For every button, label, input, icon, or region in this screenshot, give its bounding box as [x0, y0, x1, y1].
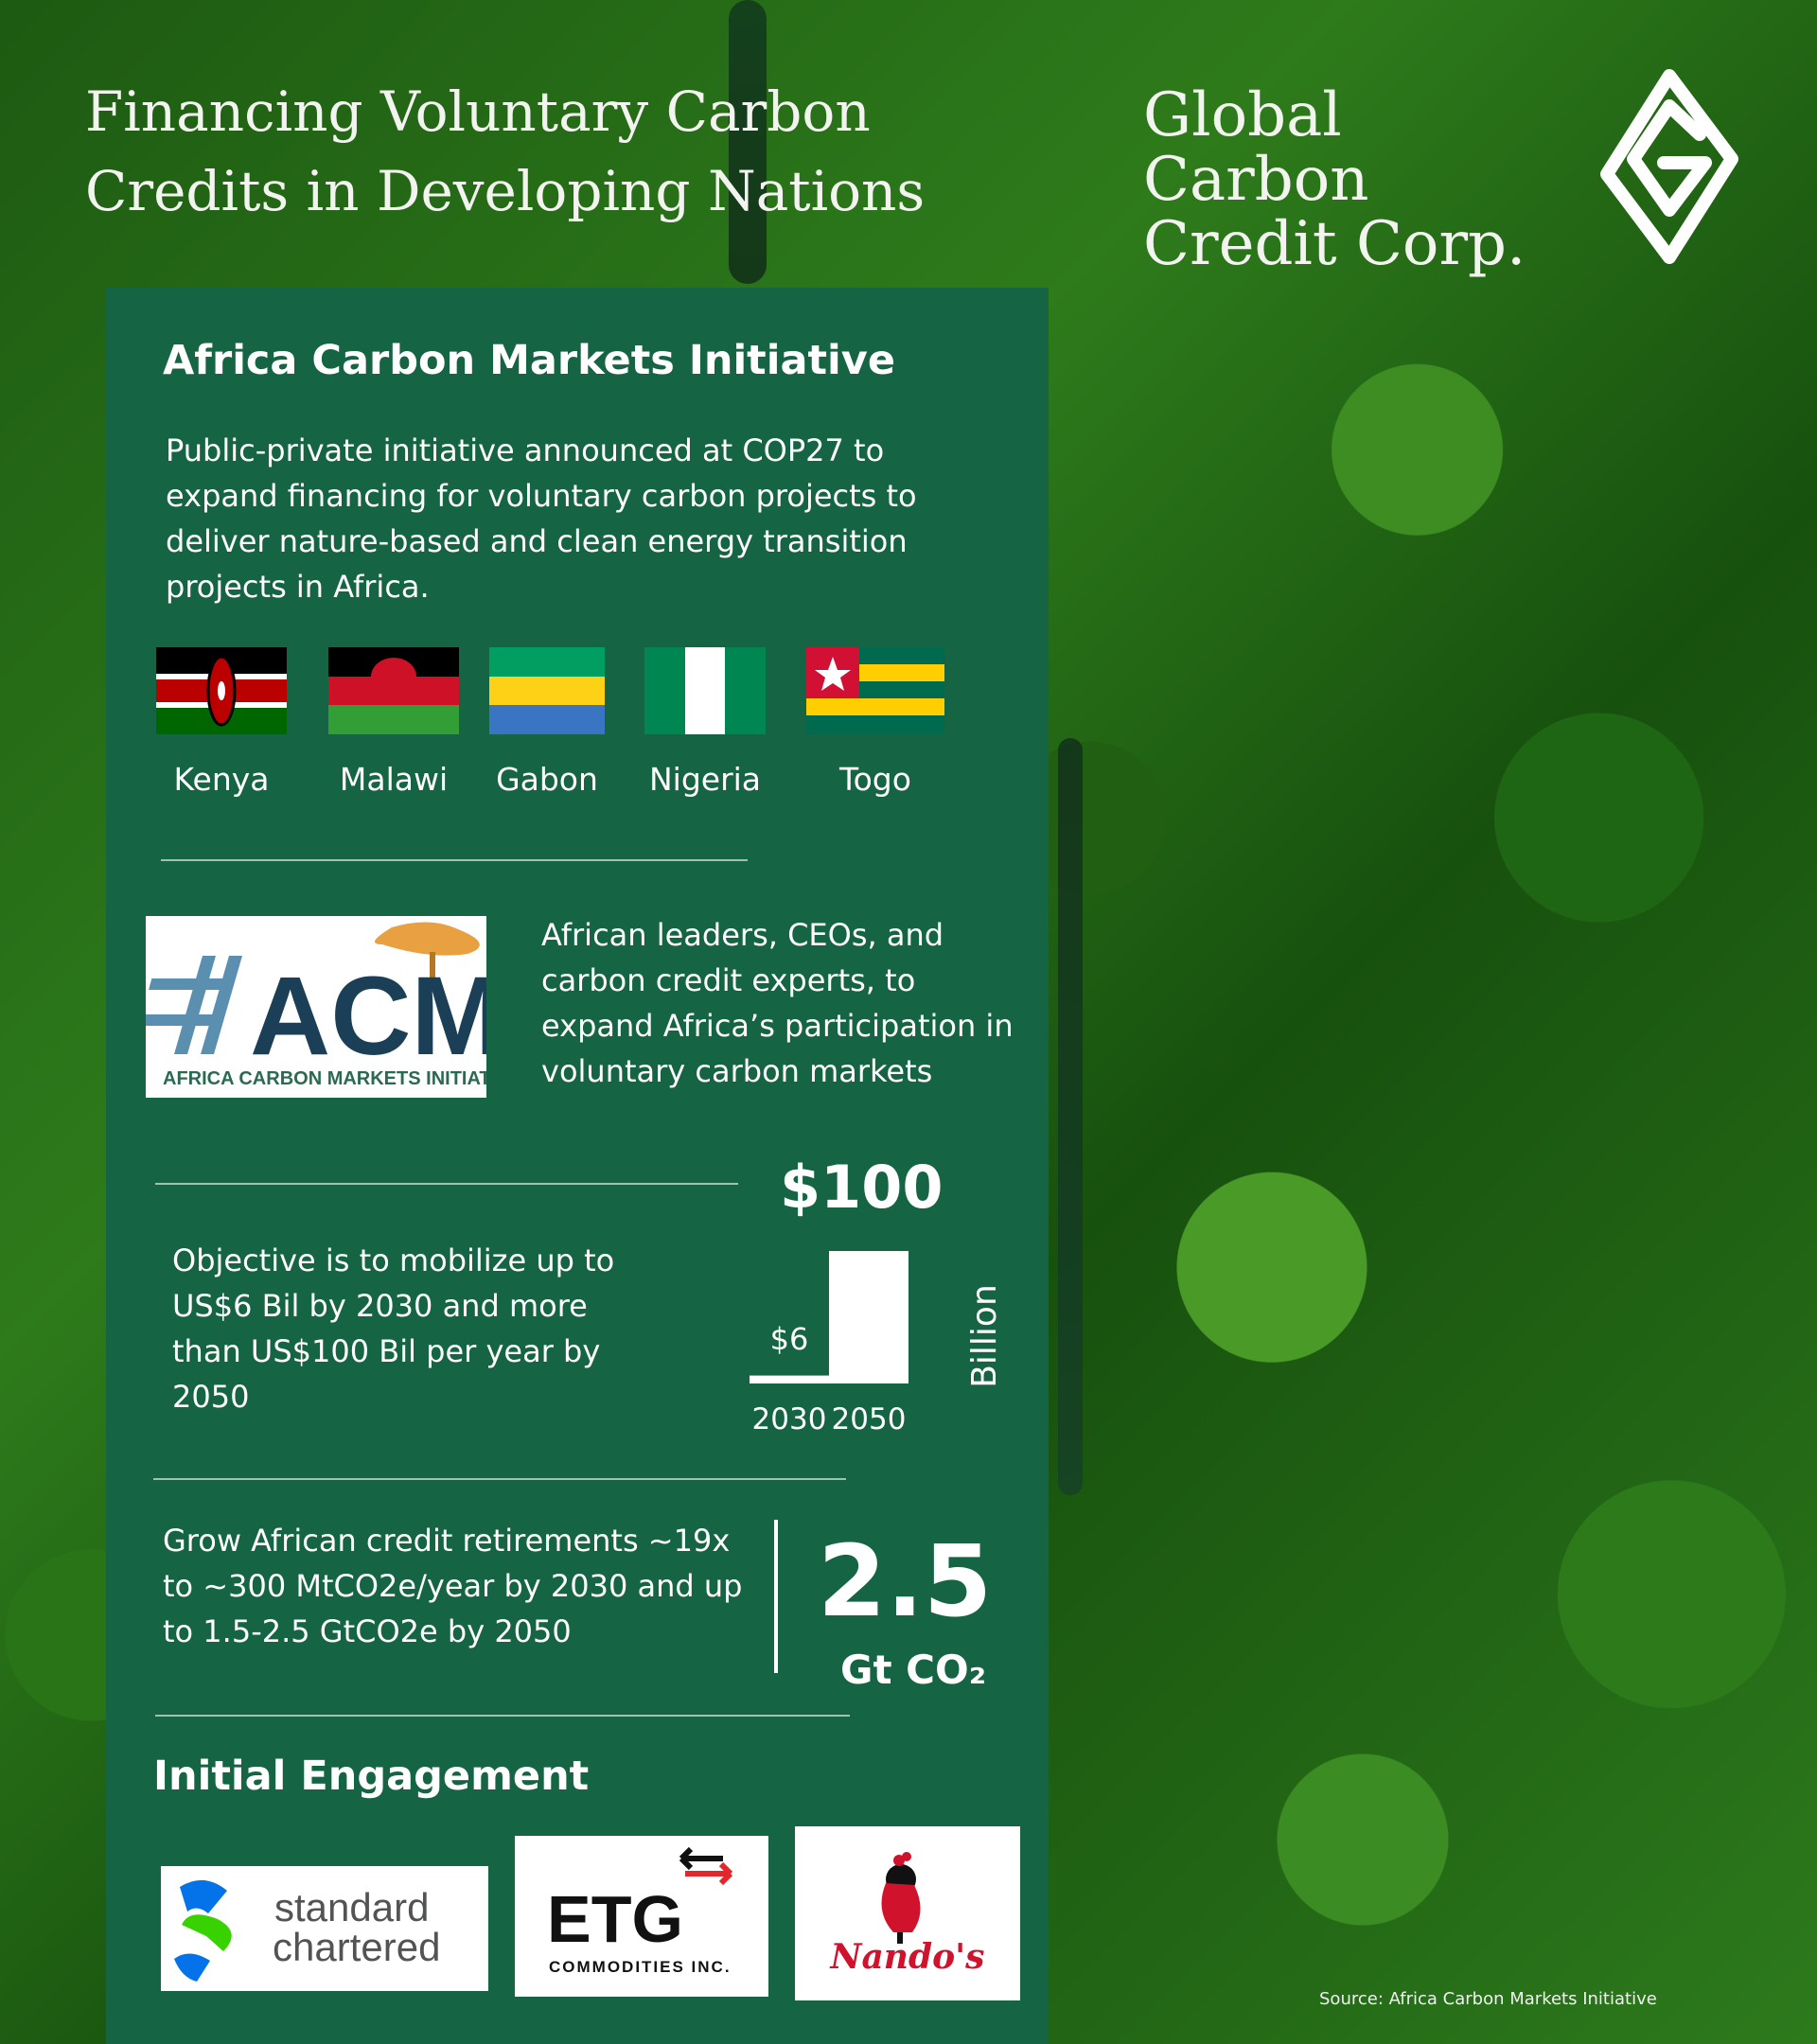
engagement-title: Initial Engagement — [153, 1753, 590, 1800]
etg-subtitle: COMMODITIES INC. — [549, 1958, 732, 1976]
section-divider — [161, 859, 748, 861]
etg-logo — [515, 1836, 768, 1997]
country-malawi — [327, 647, 460, 798]
growth-text: Grow African credit retirements ~19x to ~300 MtCO2e/year by 2030 and up to 1.5-2.5 GtCO2e by 2050 — [163, 1523, 743, 1649]
brand-name: Global Carbon Credit Corp. — [1143, 80, 1526, 279]
x-tick-2050: 2050 — [831, 1402, 907, 1436]
malawi-flag-icon — [328, 647, 459, 734]
objective-text: Objective is to mobilize up to US$6 Bil by 2030 and more than US$100 Bil per year by 2050 — [172, 1242, 615, 1415]
gcc-logo-icon — [1594, 68, 1745, 267]
acmi-logo-graphic — [146, 916, 486, 1098]
background-river — [1058, 738, 1083, 1495]
country-label: Kenya — [173, 761, 270, 798]
bar-2030 — [750, 1376, 829, 1383]
x-tick-2030: 2030 — [751, 1402, 827, 1436]
country-flags — [155, 647, 988, 798]
country-togo — [806, 647, 944, 798]
country-gabon — [488, 647, 606, 798]
intro-text: Public-private initiative announced at COP27 to expand financing for voluntary carbon projects to deliver nature-based and clean energy transition projects in Africa. — [166, 432, 917, 605]
country-label: Malawi — [339, 761, 449, 798]
chart-unit-label: Billion — [965, 1284, 1004, 1388]
partner-standard-chartered — [161, 1866, 488, 1991]
acmi-panel — [106, 288, 1049, 2044]
growth-big-value: 2.5 — [818, 1524, 993, 1639]
nandos-logo — [795, 1826, 1020, 2000]
acmi-logo — [146, 916, 486, 1098]
funding-bar-chart — [712, 1225, 1014, 1442]
section-divider — [153, 1478, 846, 1480]
standard-chartered-logo — [161, 1866, 488, 1991]
section-divider — [155, 1715, 850, 1717]
panel-title: Africa Carbon Markets Initiative — [163, 337, 895, 384]
country-kenya — [155, 647, 288, 798]
growth-separator — [774, 1520, 778, 1673]
acmi-logo-caption: AFRICA CARBON MARKETS INITIATIVE — [163, 1068, 486, 1089]
source-note: Source: Africa Carbon Markets Initiative — [1319, 1989, 1657, 2009]
country-label: Gabon — [496, 761, 598, 798]
partner-nandos — [795, 1826, 1020, 2000]
standard-text: standard — [274, 1885, 430, 1929]
nigeria-flag-icon — [644, 647, 766, 734]
section-divider — [155, 1183, 738, 1185]
country-nigeria — [644, 647, 767, 798]
growth-unit: Gt CO₂ — [840, 1647, 987, 1693]
nandos-text: Nando's — [830, 1937, 985, 1977]
partner-etg — [515, 1836, 768, 1997]
acmi-logo-text: ACM — [250, 954, 486, 1079]
togo-flag-icon — [806, 647, 944, 734]
data-label-2030: $6 — [769, 1321, 809, 1357]
bar-2050 — [829, 1251, 908, 1383]
chartered-text: chartered — [273, 1925, 441, 1969]
gabon-flag-icon — [489, 647, 605, 734]
kenya-flag-icon — [156, 647, 287, 734]
country-label: Nigeria — [648, 761, 762, 798]
objective-big-value: $100 — [780, 1153, 944, 1222]
country-label: Togo — [839, 761, 911, 798]
page-title: Financing Voluntary Carbon Credits in Developing Nations — [85, 79, 926, 223]
acmi-description: African leaders, CEOs, and carbon credit experts, to expand Africa’s participation in voluntary carbon markets — [541, 917, 1014, 1089]
etg-text: ETG — [547, 1882, 683, 1956]
